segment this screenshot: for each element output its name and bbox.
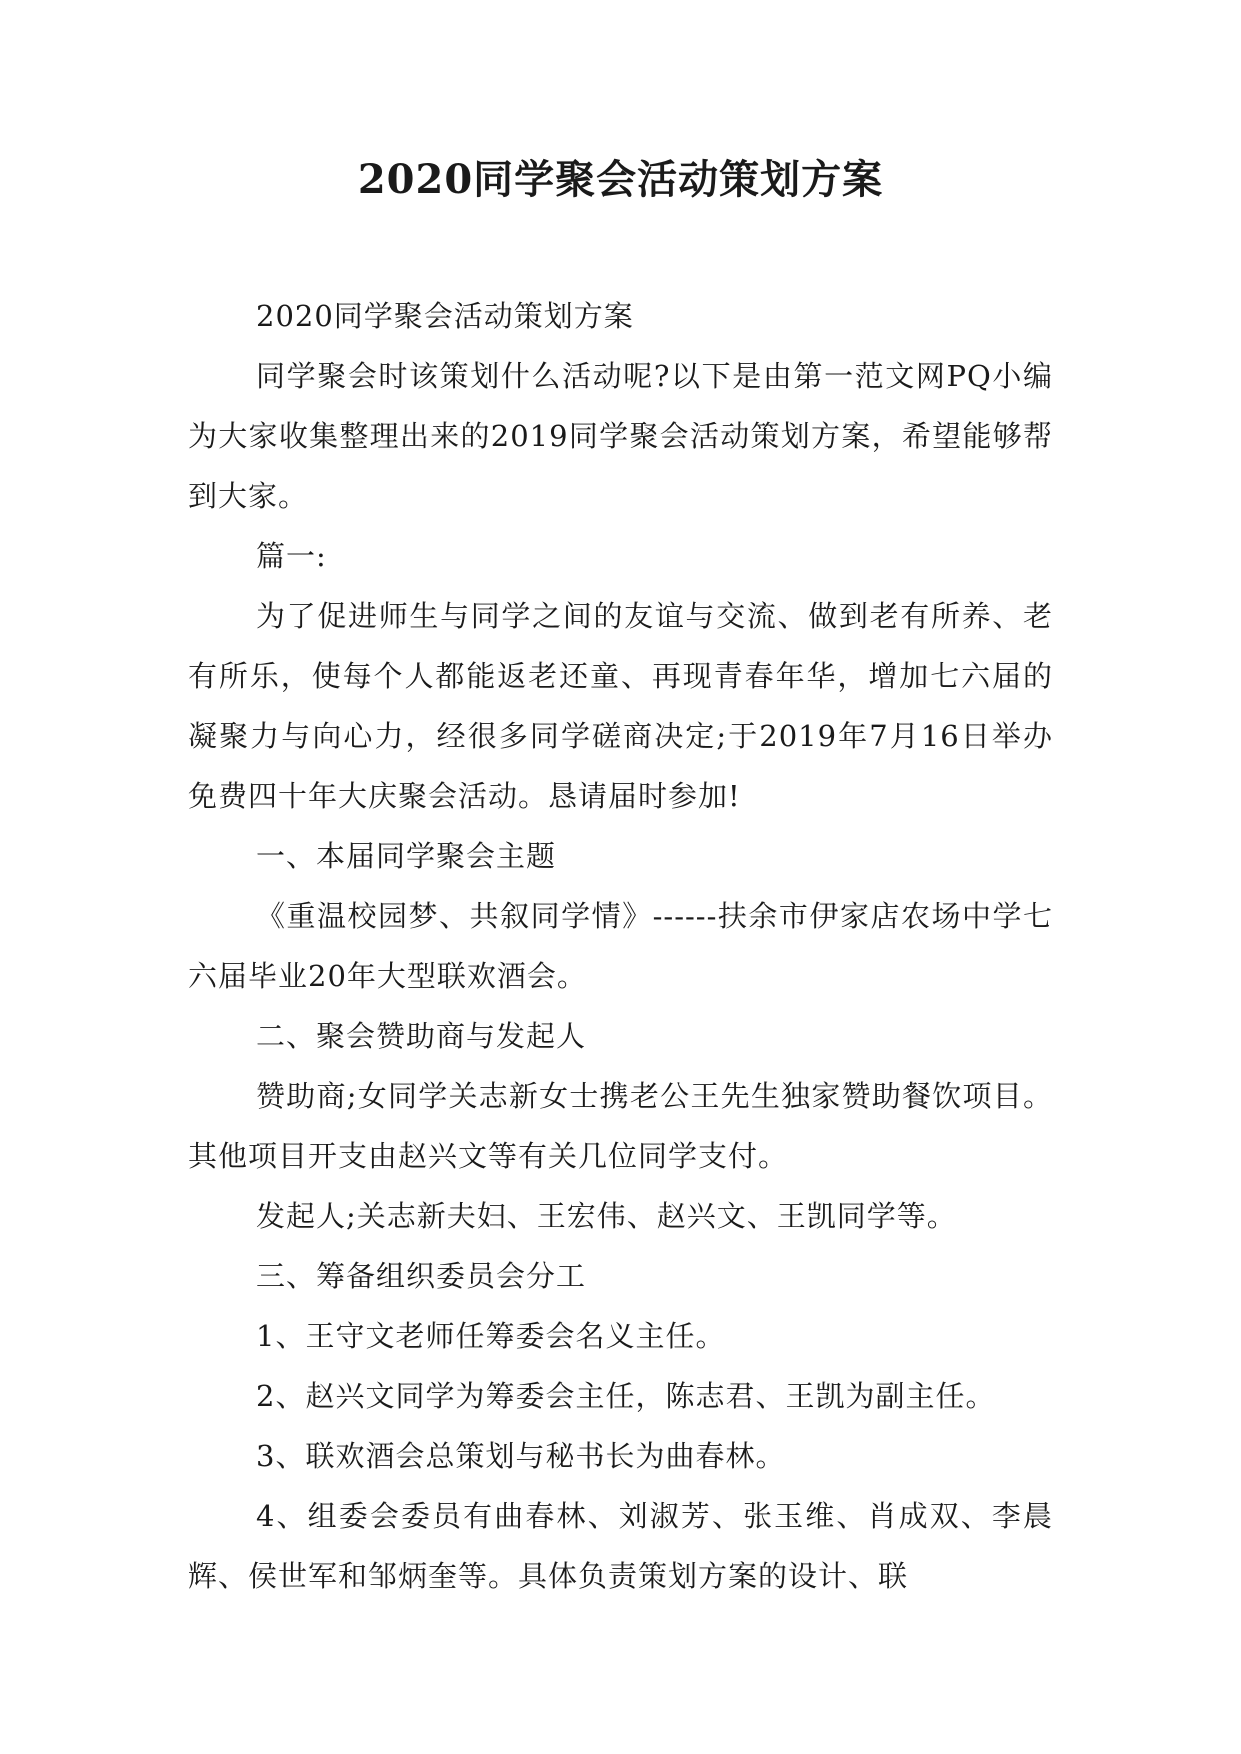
list-item: 3、联欢酒会总策划与秘书长为曲春林。 xyxy=(256,1439,786,1473)
paragraph: 为了促进师生与同学之间的友谊与交流、做到老有所养、老有所乐，使每个人都能返老还童、再现青春年华，增加七六届的凝聚力与向心力，经很多同学磋商决定;于2019年7月16日举办免费四十年大庆聚会活动。恳请届时参加! xyxy=(188,599,1053,813)
paragraph: 赞助商;女同学关志新女士携老公王先生独家赞助餐饮项目。其他项目开支由赵兴文等有关几位同学支付。 xyxy=(188,1079,1053,1173)
paragraph: 《重温校园梦、共叙同学情》------扶余市伊家店农场中学七六届毕业20年大型联欢酒会。 xyxy=(188,899,1053,993)
paragraph: 2020同学聚会活动策划方案 xyxy=(256,299,634,333)
section-heading: 三、筹备组织委员会分工 xyxy=(256,1259,587,1293)
section-heading: 一、本届同学聚会主题 xyxy=(256,839,557,873)
list-item: 2、赵兴文同学为筹委会主任，陈志君、王凯为副主任。 xyxy=(256,1379,996,1413)
section-heading: 二、聚会赞助商与发起人 xyxy=(256,1019,587,1053)
paragraph: 同学聚会时该策划什么活动呢?以下是由第一范文网PQ小编为大家收集整理出来的2019同学聚会活动策划方案，希望能够帮到大家。 xyxy=(188,359,1053,513)
paragraph: 发起人;关志新夫妇、王宏伟、赵兴文、王凯同学等。 xyxy=(256,1199,957,1233)
document-title: 2020同学聚会活动策划方案 xyxy=(357,156,884,203)
paragraph: 篇一: xyxy=(256,539,327,573)
list-item: 1、王守文老师任筹委会名义主任。 xyxy=(256,1319,726,1353)
document-body xyxy=(188,286,1053,1606)
list-item: 4、组委会委员有曲春林、刘淑芳、张玉维、肖成双、李晨辉、侯世军和邹炳奎等。具体负责策划方案的设计、联 xyxy=(188,1499,1053,1593)
